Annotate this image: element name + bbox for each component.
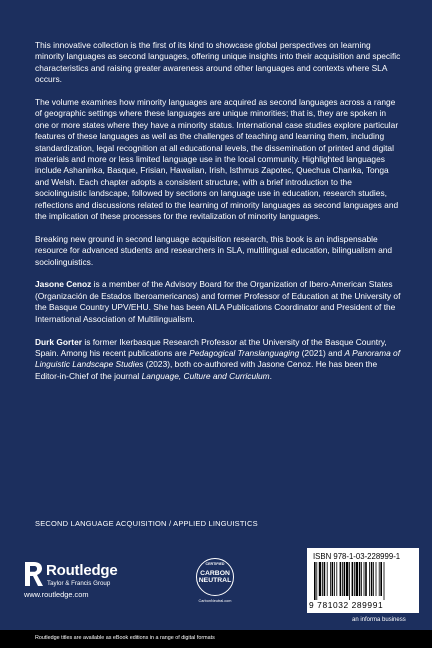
barcode-bar [324,562,326,596]
barcode-bar [354,562,355,596]
barcode-bar [361,562,362,596]
carbon-main-text [197,570,233,585]
author-name-2: Durk Gorter [35,336,83,347]
author-bio-1-text: is a member of the Advisory Board for the Organization of Ibero-American States (Organización de Estados Iberoamericanos) and former Professor of Education at the University of the Basque Country UPV/EHU. She has been AILA Publications Coordinator and President of the International Association of Multilingualism. [35,279,401,324]
author-bio-1 [35,279,401,325]
book-title-2: A Panorama of Linguistic Landscape Studies [35,347,401,370]
barcode-icon [313,562,413,600]
author-name-1: Jasone Cenoz [35,279,92,290]
informa-business: an informa business [352,617,406,623]
barcode-bar [369,562,370,596]
barcode-bar [359,562,361,596]
author-bio-2-text-d: . [269,370,272,381]
barcode-number: 9 781032 289991 [309,600,384,610]
blurb-paragraph-3: Breaking new ground in second language acquisition research, this book is an indispensable resource for advanced students and researchers in SLA, multilingual education, bilingualism and sociolinguistics. [35,233,393,267]
barcode-block [307,548,419,613]
carbon-neutral-icon [196,558,234,596]
blurb-paragraph-1: This innovative collection is the first of its kind to showcase global perspectives on learning minority languages as second languages, offering unique insights into their acquisition and specific characteristics and raising greater awareness around other languages and contexts where SLA occurs. [35,40,401,85]
barcode-bar [349,562,350,600]
barcode-bar [314,562,316,600]
author-bio-2-text-a: is former Ikerbasque Research Professor at the University of the Basque Country, Spain. Among his recent publications are [35,336,387,358]
barcode-bar [356,562,358,596]
barcode-bar [322,562,323,596]
barcode-bar [384,562,385,600]
subject-category: SECOND LANGUAGE ACQUISITION / APPLIED LINGUISTICS [35,519,258,528]
barcode-bar [376,562,377,596]
barcode-bar [319,562,321,596]
back-cover-text [35,40,401,394]
carbon-url: CarbonNeutral.com [198,599,232,603]
barcode-bar [364,562,365,596]
isbn: ISBN 978-1-03-228999-1 [313,552,401,561]
publisher-url[interactable]: www.routledge.com [24,590,89,599]
author-bio-2 [35,337,401,383]
author-bio-2-text-b: (2021) and [299,347,345,358]
barcode-bar [344,562,346,596]
barcode-bar [365,562,367,596]
barcode-bar [327,562,328,596]
routledge-logo [22,560,132,600]
barcode-bar [379,562,380,596]
footer-bar [0,630,432,648]
barcode-bar [334,562,335,596]
barcode-bar [380,562,382,596]
carbon-line-1: CARBON [200,570,230,577]
barcode-bar [346,562,348,596]
blurb-paragraph-2: The volume examines how minority languages are acquired as second languages across a range of geographic settings where these languages are unique minorities; that is, they are spoken in one or more states where they have a minority status. International case studies explore particular features of these languages as well as the challenges of teaching and learning them, including standardization, legal recognition at all educational levels, the dissemination of printed and digital materials and more or less limited language use in the local community. Highlighted languages include Ashaninka, Basque, Frisian, Hawaiian, Irish, Isthmus Zapotec, Quechua Chanka, Tonga and Welsh. Each chapter adopts a consistent structure, with a brief introduction to the sociolinguistic landscape, followed by sections on language use in education, research studies, reflections and discussions related to the learning of minority languages as second languages and the implication of these processes for the revitalization of minority languages. [35,97,399,222]
barcode-bar [330,562,331,596]
barcode-bar [342,562,343,596]
barcode-bar [316,562,317,600]
carbon-line-2: NEUTRAL [198,577,232,585]
barcode-bar [332,562,334,596]
carbon-neutral-badge [193,558,237,610]
barcode-bar [336,562,337,596]
barcode-bar [340,562,342,596]
publisher-name: Routledge [46,562,118,579]
barcode-bar [371,562,373,596]
footer-text: Routledge titles are available as eBook editions in a range of digital formats [35,635,215,641]
journal-title: Language, Culture and Curriculum [141,370,270,381]
publisher-group: Taylor & Francis Group [47,580,111,587]
author-bio-2-text-c: (2023), both co-authored with Jasone Cenoz. He has been the Editor-in-Chief of the journal [35,359,378,381]
carbon-certified: CERTIFIED [205,562,225,566]
book-title-1: Pedagogical Translanguaging [189,347,300,358]
barcode-bar [352,562,354,596]
barcode-bar [373,562,374,596]
